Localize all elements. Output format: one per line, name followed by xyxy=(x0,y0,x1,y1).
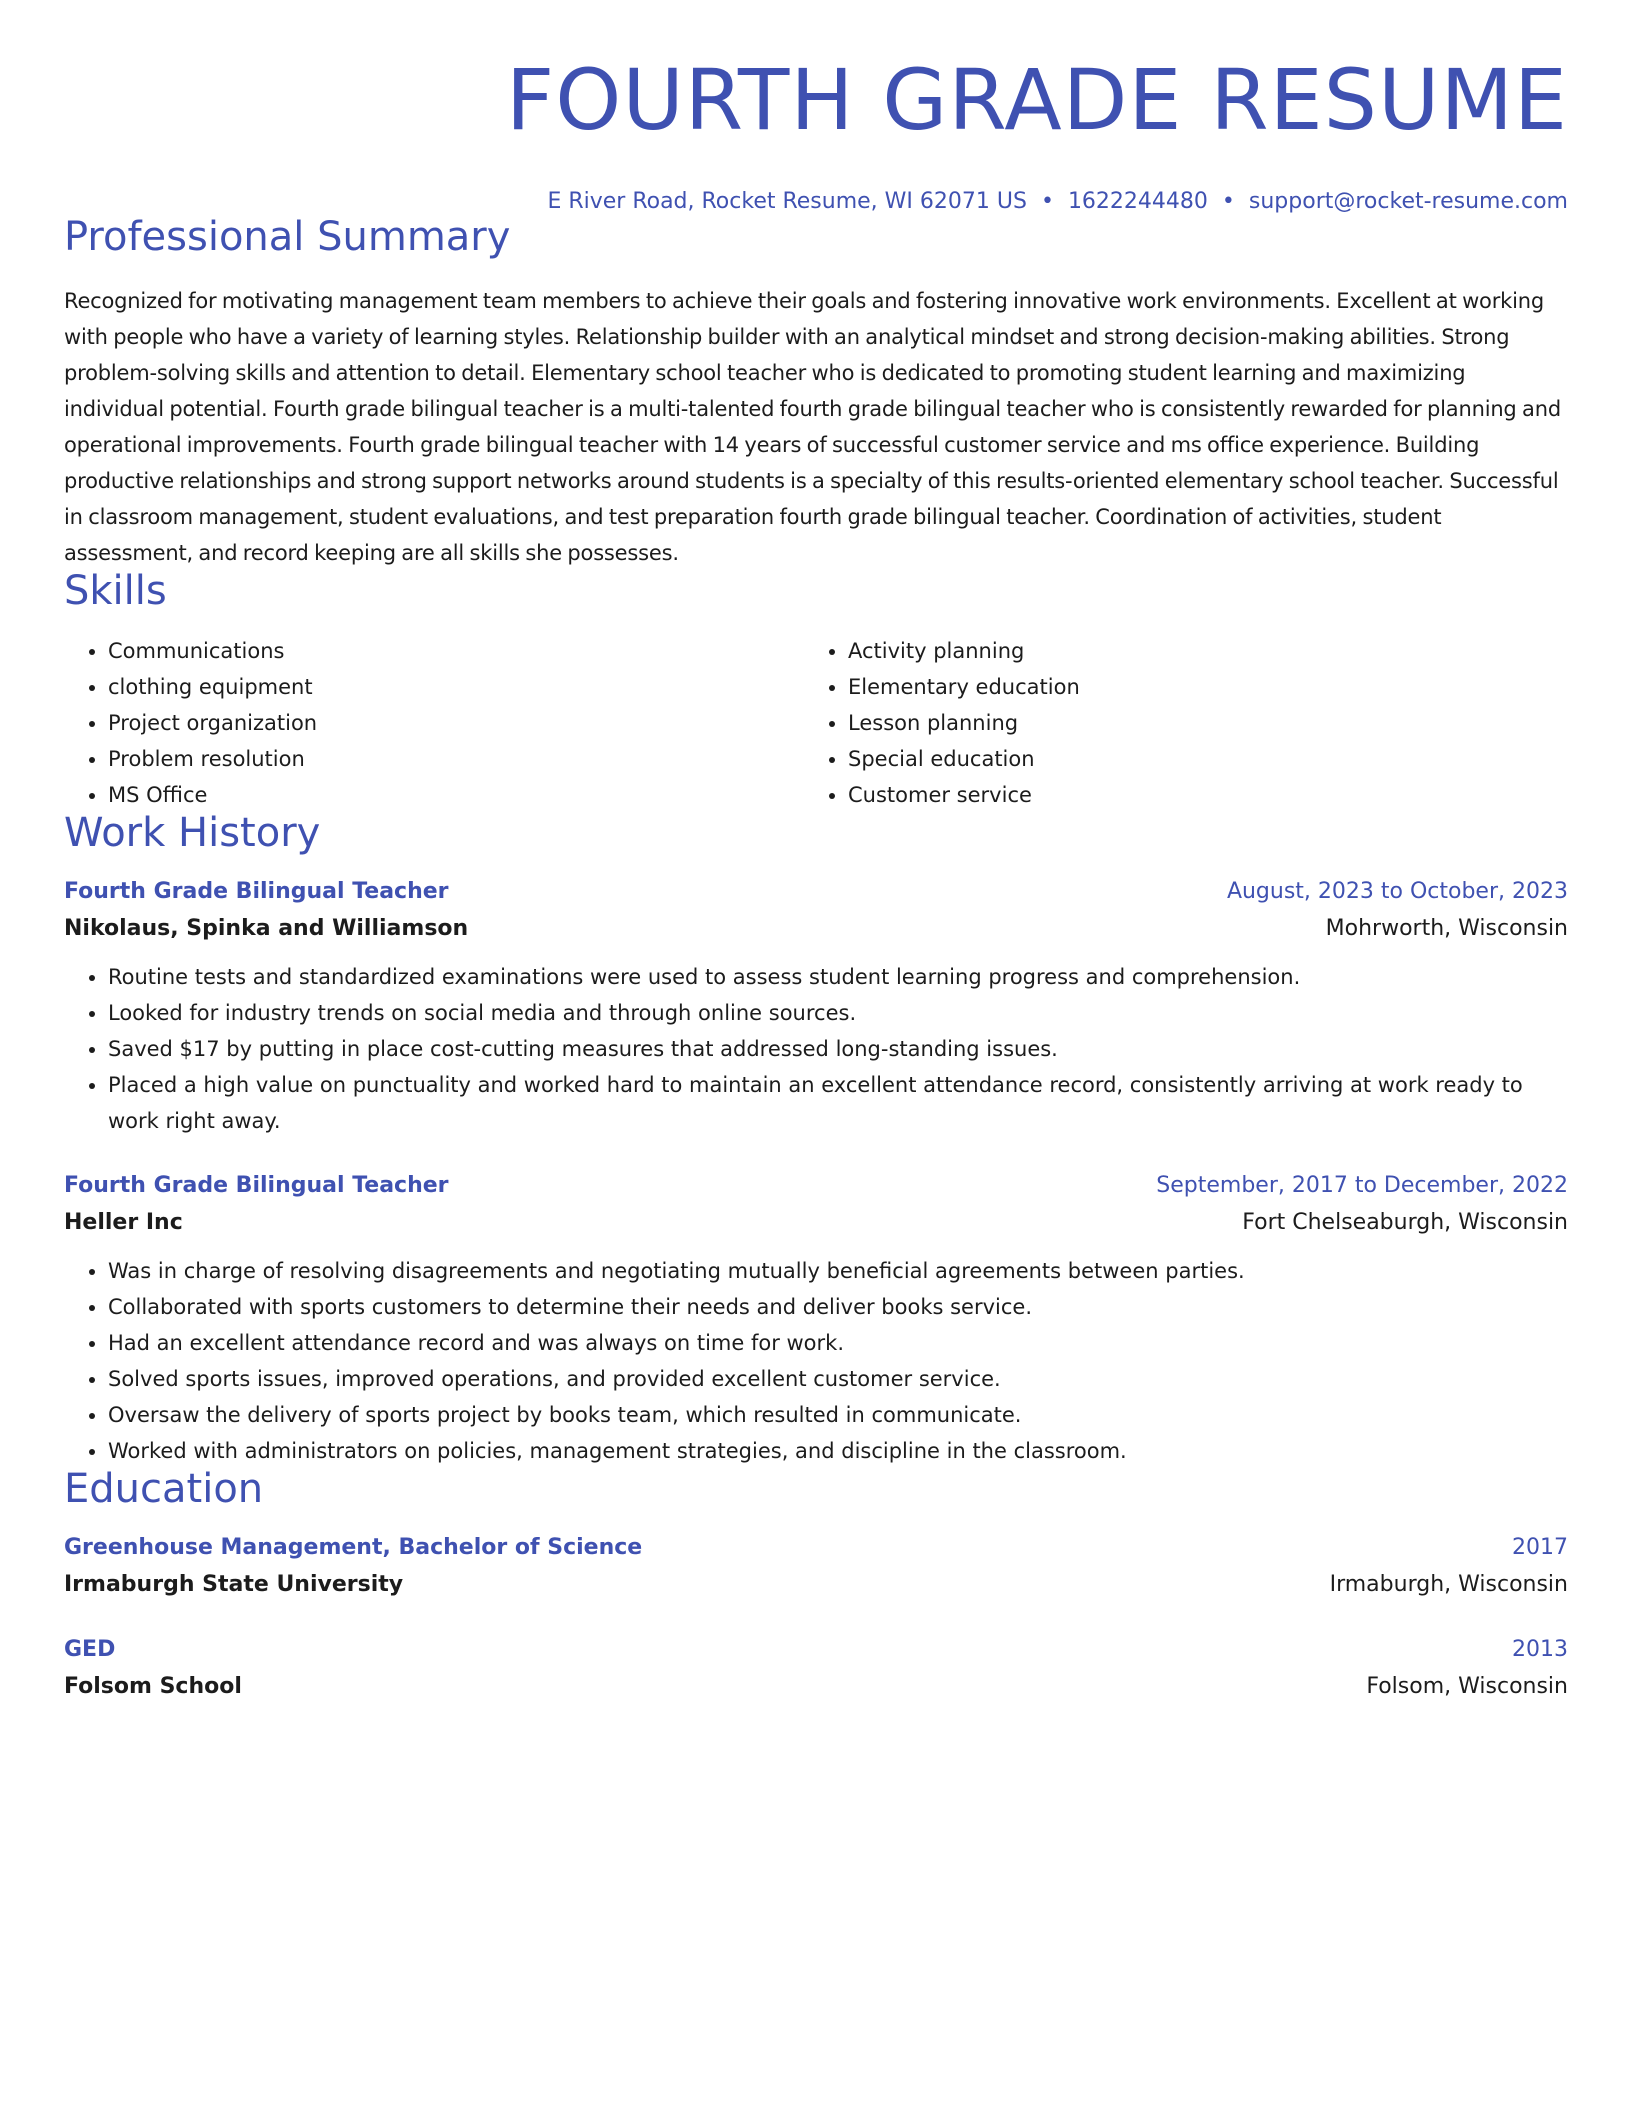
skill-item: • Customer service xyxy=(848,777,1568,813)
education-location: Irmaburgh, Wisconsin xyxy=(1329,1571,1568,1597)
skill-item: • Project organization xyxy=(108,705,806,741)
job-company-row xyxy=(64,1210,1568,1235)
contact-separator: • xyxy=(1040,189,1054,214)
job-header-row xyxy=(64,1173,1568,1198)
job-entry xyxy=(64,1173,1568,1469)
resume-page xyxy=(64,0,1568,1699)
education-entry xyxy=(64,1637,1568,1699)
job-bullets xyxy=(64,1253,1568,1469)
job-location: Mohrworth, Wisconsin xyxy=(1325,915,1568,941)
skill-item: • Problem resolution xyxy=(108,741,806,777)
section-title-summary: Professional Summary xyxy=(64,213,511,260)
education-year: 2017 xyxy=(1512,1534,1568,1560)
skill-item: • Special education xyxy=(848,741,1568,777)
job-bullet: • Collaborated with sports customers to determine their needs and deliver books service. xyxy=(108,1289,1568,1325)
skills-columns xyxy=(64,633,1568,813)
education-school-row xyxy=(64,1674,1568,1699)
job-company: Nikolaus, Spinka and Williamson xyxy=(64,915,469,941)
job-bullets xyxy=(64,959,1568,1139)
education-section xyxy=(64,1465,1568,1699)
job-bullet: • Oversaw the delivery of sports project by books team, which resulted in communicate. xyxy=(108,1397,1568,1433)
job-location: Fort Chelseaburgh, Wisconsin xyxy=(1242,1209,1568,1235)
education-degree: Greenhouse Management, Bachelor of Science xyxy=(64,1534,643,1560)
education-entry xyxy=(64,1535,1568,1597)
work-history-section xyxy=(64,809,1568,1469)
education-location: Folsom, Wisconsin xyxy=(1366,1673,1568,1699)
job-dates: August, 2023 to October, 2023 xyxy=(1226,878,1568,904)
contact-line xyxy=(64,188,1568,217)
job-company-row xyxy=(64,916,1568,941)
contact-phone: 1622244480 xyxy=(1067,189,1208,214)
skill-item: • Elementary education xyxy=(848,669,1568,705)
section-title-education: Education xyxy=(64,1465,264,1512)
job-bullet: • Solved sports issues, improved operations, and provided excellent customer service. xyxy=(108,1361,1568,1397)
skills-list-left xyxy=(64,633,806,813)
job-bullet: • Placed a high value on punctuality and worked hard to maintain an excellent attendance record, consistently arriving at work ready to work right away. xyxy=(108,1067,1568,1139)
job-title: Fourth Grade Bilingual Teacher xyxy=(64,1172,449,1198)
job-header-row xyxy=(64,879,1568,904)
section-title-work-history: Work History xyxy=(64,809,321,856)
job-bullet: • Routine tests and standardized examinations were used to assess student learning progress and comprehension. xyxy=(108,959,1568,995)
skills-list-right xyxy=(806,633,1568,813)
job-entry xyxy=(64,879,1568,1139)
education-school: Irmaburgh State University xyxy=(64,1571,404,1597)
job-title: Fourth Grade Bilingual Teacher xyxy=(64,878,449,904)
summary-text: Recognized for motivating management team members to achieve their goals and fostering innovative work environments. Excellent at working with people who have a variety of learning styles. Relationship builder with an analytical mindset and strong decision-making abilities. Strong problem-solving skills and attention to detail. Elementary school teacher who is dedicated to promoting student learning and maximizing individual potential. Fourth grade bilingual teacher is a multi-talented fourth grade bilingual teacher who is consistently rewarded for planning and operational improvements. Fourth grade bilingual teacher with 14 years of successful customer service and ms office experience. Building productive relationships and strong support networks around students is a specialty of this results-oriented elementary school teacher. Successful in classroom management, student evaluations, and test preparation fourth grade bilingual teacher. Coordination of activities, student assessment, and record keeping are all skills she possesses. xyxy=(64,288,1561,565)
education-school: Folsom School xyxy=(64,1673,242,1699)
skill-item: • MS Office xyxy=(108,777,806,813)
section-title-skills: Skills xyxy=(64,567,167,614)
contact-separator: • xyxy=(1221,189,1235,214)
education-year: 2013 xyxy=(1512,1636,1568,1662)
job-company: Heller Inc xyxy=(64,1209,183,1235)
education-degree: GED xyxy=(64,1636,116,1662)
skill-item: • clothing equipment xyxy=(108,669,806,705)
skill-item: • Activity planning xyxy=(848,633,1568,669)
job-bullet: • Was in charge of resolving disagreements and negotiating mutually beneficial agreements between parties. xyxy=(108,1253,1568,1289)
job-bullet: • Had an excellent attendance record and was always on time for work. xyxy=(108,1325,1568,1361)
job-bullet: • Saved $17 by putting in place cost-cutting measures that addressed long-standing issues. xyxy=(108,1031,1568,1067)
resume-title: FOURTH GRADE RESUME xyxy=(505,51,1568,149)
contact-address: E River Road, Rocket Resume, WI 62071 US xyxy=(547,189,1027,214)
professional-summary-section xyxy=(64,213,1568,571)
job-bullet: • Worked with administrators on policies, management strategies, and discipline in the classroom. xyxy=(108,1433,1568,1469)
education-header-row xyxy=(64,1535,1568,1560)
skill-item: • Lesson planning xyxy=(848,705,1568,741)
education-school-row xyxy=(64,1572,1568,1597)
education-header-row xyxy=(64,1637,1568,1662)
skill-item: • Communications xyxy=(108,633,806,669)
job-bullet: • Looked for industry trends on social media and through online sources. xyxy=(108,995,1568,1031)
skills-section xyxy=(64,567,1568,813)
job-dates: September, 2017 to December, 2022 xyxy=(1156,1172,1568,1198)
contact-email[interactable]: support@rocket-resume.com xyxy=(1248,189,1568,214)
